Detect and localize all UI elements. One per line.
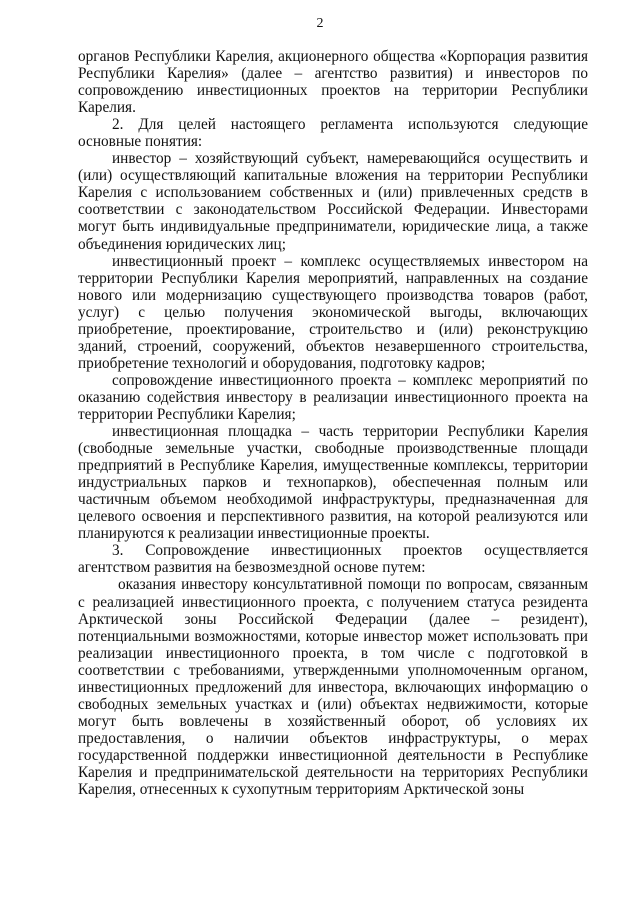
paragraph-definition-investment-project: инвестиционный проект – комплекс осуществляемых инвестором на территории Республики Карелия мероприятий, направленных на создание нового или модернизацию существующего производства товаров (работ, услуг) с целью получения экономической выгоды, включающих приобретение, проектирование, строительство и (или) реконструкцию зданий, строений, сооружений, объектов незавершенного строительства, приобретение технологий и оборудования, подготовку кадров; (78, 252, 588, 372)
paragraph-definition-project-support: сопровождение инвестиционного проекта – комплекс мероприятий по оказанию содействия инвестору в реализации инвестиционного проекта на территории Республики Карелия; (78, 371, 588, 423)
paragraph-definition-investment-site: инвестиционная площадка – часть территории Республики Карелия (свободные земельные участки, свободные производственные площади предприятий в Республике Карелия, имущественные комплексы, территории индустриальных парков и технопарков), обеспеченная полным или частичным объемом необходимой инфраструктуры, предназначенная для целевого освоения и перспективного развития, на которой реализуются или планируются к реализации инвестиционные проекты. (78, 423, 588, 543)
page-number: 2 (316, 16, 324, 31)
paragraph-item-3: 3. Сопровождение инвестиционных проектов осуществляется агентством развития на безвозмездной основе путем: (78, 542, 588, 577)
paragraph-definition-investor: инвестор – хозяйствующий субъект, намеревающийся осуществить и (или) осуществляющий капитальные вложения на территории Республики Карелия с использованием собственных и (или) привлеченных средств в соответствии с законодательством Российской Федерации. Инвесторами могут быть индивидуальные предприниматели, юридические лица, а также объединения юридических лиц; (78, 150, 588, 253)
paragraph-continuation: органов Республики Карелия, акционерного общества «Корпорация развития Республики Карелия» (далее – агентство развития) и инвесторов по сопровождению инвестиционных проектов на территории Республики Карелия. (78, 48, 588, 117)
paragraph-consulting-assistance: оказания инвестору консультативной помощи по вопросам, связанным с реализацией инвестиционного проекта, с получением статуса резидента Арктической зоны Российской Федерации (далее – резидент), потенциальными возможностями, которые инвестор может использовать при реализации инвестиционного проекта, в том числе с подготовкой в соответствии с требованиями, утвержденными уполномоченным органом, инвестиционных предложений для инвестора, включающих информацию о свободных земельных участках и (или) объектах недвижимости, которые могут быть вовлечены в хозяйственный оборот, об условиях их предоставления, о наличии объектов инфраструктуры, о мерах государственной поддержки инвестиционной деятельности в Республике Карелия и предпринимательской деятельности на территориях Республики Карелия, отнесенных к сухопутным территориям Арктической зоны (78, 576, 588, 799)
document-body (78, 48, 588, 798)
paragraph-item-2: 2. Для целей настоящего регламента используются следующие основные понятия: (78, 116, 588, 151)
